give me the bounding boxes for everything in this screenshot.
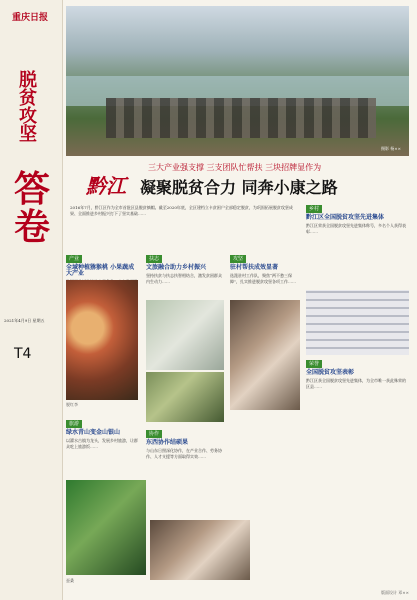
photo-caption: 蚕桑 [66, 578, 74, 583]
section-text: 以濯水古镇为龙头，发展乡村旅游，让群众吃上旅游饭…… [66, 438, 138, 449]
section-honor [306, 360, 409, 390]
section-text: 与山东日照深化协作，在产业合作、劳务协作、人才支援等方面取得实效…… [146, 448, 222, 459]
section-title: 驻村帮扶成效显著 [230, 264, 279, 271]
hero-houses [106, 98, 376, 138]
section-text: 坚持扶贫与扶志扶智相结合，激发贫困群众内生动力…… [146, 273, 222, 284]
footer-credit: 版面设计 邓×× [381, 590, 409, 595]
photo-farm [66, 480, 146, 575]
section-tag: 扶志 [146, 255, 162, 263]
photo-tourism [146, 300, 224, 370]
section-title: 绿水青山变金山银山 [66, 429, 121, 436]
photo-plums [66, 280, 138, 400]
lead-paragraph: 2016年7月，黔江区作为全市首批区县脱贫摘帽。截至2020年底，全区建档立卡贫困户全部稳定脱贫，为巩固拓展脱贫攻坚成果、全面推进乡村振兴打下了坚实基础…… [70, 205, 293, 216]
section-tag: 攻坚 [230, 255, 246, 263]
section-cooperation [146, 430, 224, 460]
section-title: 黔江区全国脱贫攻坚先进集体 [306, 214, 385, 221]
headline: 凝聚脱贫合力 同奔小康之路 [140, 178, 338, 197]
section-title: 全域种植猕猴桃 小果蔬成大产业 [66, 264, 135, 277]
subhead: 三大产业强支撑 三支团队忙帮扶 三块招牌显作为 [148, 163, 322, 172]
section-tag: 协作 [146, 430, 162, 438]
section-title: 东西协作结硕果 [146, 439, 189, 446]
section-tag: 乡村 [306, 205, 322, 213]
issue-info: 2021年4月9日 星期五 [4, 318, 45, 323]
page-number: T4 [14, 346, 32, 362]
section-campaign [230, 255, 300, 285]
column-title: 脱贫攻坚 [19, 70, 37, 145]
section-text: 黔江区获全国脱贫攻坚先进集体，为全市唯一获此殊荣的区县…… [306, 378, 406, 389]
big-title: 答卷 [13, 168, 50, 248]
section-title: 文旅融合助力乡村振兴 [146, 264, 207, 271]
section-aspiration [146, 255, 224, 285]
section-tag: 产业 [66, 255, 82, 263]
section-rural [306, 205, 409, 235]
hero-photo [66, 6, 409, 156]
photo-poverty-relief [230, 300, 300, 410]
photo-industry [146, 372, 224, 422]
section-tourism [66, 420, 138, 450]
section-tag: 荣誉 [306, 360, 322, 368]
photo-people [150, 520, 250, 580]
masthead: 重庆日报 [11, 13, 48, 23]
section-text: 选派驻村工作队，聚焦“两不愁三保障”，扎实推进脱贫攻坚各项工作…… [230, 273, 297, 284]
hero-caption: 摄影 杨×× [381, 146, 401, 151]
left-strip [0, 0, 63, 600]
section-title: 全国脱贫攻坚表彰 [306, 369, 355, 376]
section-tag: 旅游 [66, 420, 82, 428]
section-text: 黔江区荣获全国脱贫攻坚先进集体称号，多名个人获得表彰…… [306, 223, 406, 234]
region-title: 黔江 [86, 174, 126, 198]
photo-silk-rack [306, 290, 409, 355]
photo-caption: 脱红李 [66, 402, 78, 407]
